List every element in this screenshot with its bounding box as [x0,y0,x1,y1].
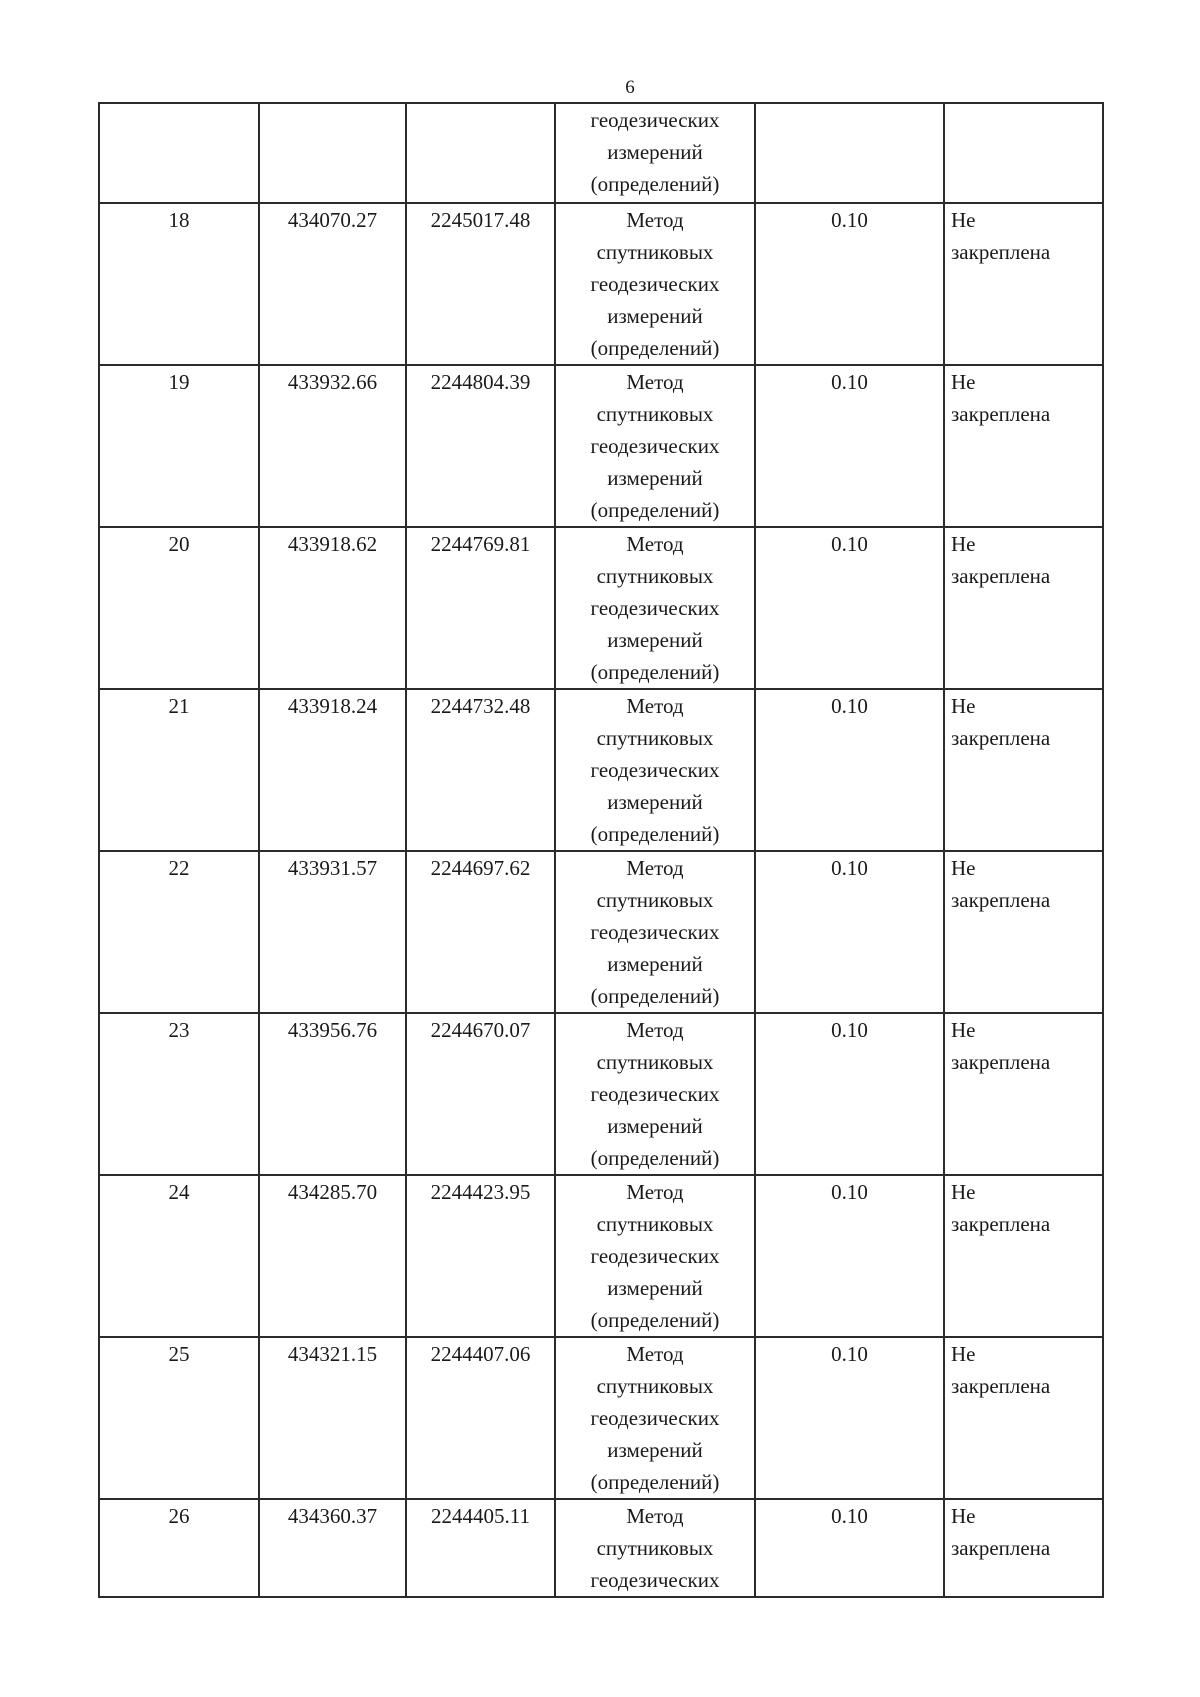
y-coordinate-cell: 2244407.06 [406,1337,555,1499]
point-number-cell: 22 [99,851,259,1013]
accuracy-cell: 0.10 [755,527,944,689]
x-coordinate-cell: 433956.76 [259,1013,406,1175]
method-line: (определений) [590,1146,720,1170]
method-line: геодезических [590,596,720,620]
method-line: Метод [626,1504,684,1528]
method-line: геодезических [590,758,720,782]
method-line: геодезических [590,108,720,132]
accuracy-cell: 0.10 [755,851,944,1013]
fixation-line: закреплена [951,1050,1051,1074]
method-line: измерений [607,1276,703,1300]
method-cell [555,689,755,851]
point-number-cell: 25 [99,1337,259,1499]
method-line: Метод [626,1018,684,1042]
method-line: спутниковых [596,1536,714,1560]
accuracy-cell: 0.10 [755,203,944,365]
method-line: геодезических [590,1244,720,1268]
x-coordinate-cell: 434070.27 [259,203,406,365]
accuracy-cell: 0.10 [755,689,944,851]
fixation-line: закреплена [951,888,1051,912]
table-row [99,1013,1103,1175]
method-line: (определений) [590,822,720,846]
table-row [99,365,1103,527]
method-line: геодезических [590,1406,720,1430]
fixation-cell [944,203,1103,365]
table-row [99,851,1103,1013]
point-number-cell: 24 [99,1175,259,1337]
fixation-cell [944,1337,1103,1499]
method-line: измерений [607,952,703,976]
method-cell [555,1499,755,1597]
y-coordinate-cell: 2244769.81 [406,527,555,689]
x-coordinate-cell: 433918.24 [259,689,406,851]
fixation-line: Не [951,208,976,232]
method-line: геодезических [590,1568,720,1592]
fixation-cell [944,1013,1103,1175]
fixation-cell [944,103,1103,203]
y-coordinate-cell: 2244732.48 [406,689,555,851]
y-coordinate-cell: 2244804.39 [406,365,555,527]
x-coordinate-cell: 434285.70 [259,1175,406,1337]
x-coordinate-cell: 433918.62 [259,527,406,689]
fixation-line: закреплена [951,564,1051,588]
method-line: Метод [626,532,684,556]
fixation-cell [944,365,1103,527]
fixation-line: закреплена [951,1374,1051,1398]
method-line: измерений [607,466,703,490]
method-cell [555,365,755,527]
method-line: (определений) [590,498,720,522]
method-cell [555,851,755,1013]
method-line: измерений [607,1438,703,1462]
table-body [99,103,1103,1597]
y-coordinate-cell [406,103,555,203]
x-coordinate-cell: 433932.66 [259,365,406,527]
fixation-line: Не [951,856,976,880]
table-row [99,527,1103,689]
fixation-line: Не [951,1342,976,1366]
accuracy-cell: 0.10 [755,1013,944,1175]
accuracy-cell [755,103,944,203]
x-coordinate-cell: 434360.37 [259,1499,406,1597]
fixation-line: закреплена [951,1212,1051,1236]
fixation-line: Не [951,1504,976,1528]
method-line: Метод [626,856,684,880]
table-row [99,1499,1103,1597]
method-line: спутниковых [596,888,714,912]
table-row [99,689,1103,851]
method-line: измерений [607,790,703,814]
y-coordinate-cell: 2245017.48 [406,203,555,365]
x-coordinate-cell: 433931.57 [259,851,406,1013]
method-line: измерений [607,1114,703,1138]
method-cell [555,103,755,203]
method-line: (определений) [590,984,720,1008]
method-line: измерений [607,628,703,652]
fixation-cell [944,689,1103,851]
accuracy-cell: 0.10 [755,365,944,527]
point-number-cell: 21 [99,689,259,851]
point-number-cell: 20 [99,527,259,689]
method-line: геодезических [590,920,720,944]
method-line: спутниковых [596,240,714,264]
coordinates-table [98,102,1104,1598]
point-number-cell [99,103,259,203]
fixation-line: Не [951,370,976,394]
fixation-line: закреплена [951,240,1051,264]
method-line: геодезических [590,1082,720,1106]
y-coordinate-cell: 2244697.62 [406,851,555,1013]
y-coordinate-cell: 2244423.95 [406,1175,555,1337]
table-row [99,1175,1103,1337]
method-line: Метод [626,370,684,394]
fixation-cell [944,851,1103,1013]
method-line: (определений) [590,660,720,684]
method-line: спутниковых [596,726,714,750]
fixation-line: закреплена [951,402,1051,426]
fixation-line: закреплена [951,726,1051,750]
method-cell [555,203,755,365]
method-line: измерений [607,140,703,164]
y-coordinate-cell: 2244405.11 [406,1499,555,1597]
method-line: измерений [607,304,703,328]
method-line: Метод [626,1342,684,1366]
table-row [99,203,1103,365]
method-line: спутниковых [596,402,714,426]
accuracy-cell: 0.10 [755,1337,944,1499]
fixation-cell [944,527,1103,689]
method-line: Метод [626,208,684,232]
fixation-line: Не [951,1018,976,1042]
fixation-line: закреплена [951,1536,1051,1560]
point-number-cell: 18 [99,203,259,365]
method-line: (определений) [590,1308,720,1332]
method-cell [555,527,755,689]
fixation-cell [944,1175,1103,1337]
method-line: спутниковых [596,1050,714,1074]
method-line: (определений) [590,336,720,360]
point-number-cell: 23 [99,1013,259,1175]
method-line: геодезических [590,272,720,296]
point-number-cell: 19 [99,365,259,527]
method-line: спутниковых [596,564,714,588]
method-line: Метод [626,694,684,718]
accuracy-cell: 0.10 [755,1175,944,1337]
x-coordinate-cell [259,103,406,203]
table-row [99,1337,1103,1499]
fixation-line: Не [951,1180,976,1204]
table-row-continued [99,103,1103,203]
method-line: спутниковых [596,1374,714,1398]
point-number-cell: 26 [99,1499,259,1597]
accuracy-cell: 0.10 [755,1499,944,1597]
fixation-line: Не [951,532,976,556]
y-coordinate-cell: 2244670.07 [406,1013,555,1175]
method-cell [555,1175,755,1337]
page-number: 6 [625,77,635,98]
method-line: (определений) [590,172,720,196]
x-coordinate-cell: 434321.15 [259,1337,406,1499]
method-line: Метод [626,1180,684,1204]
method-line: (определений) [590,1470,720,1494]
method-line: геодезических [590,434,720,458]
fixation-line: Не [951,694,976,718]
fixation-cell [944,1499,1103,1597]
method-cell [555,1337,755,1499]
method-cell [555,1013,755,1175]
method-line: спутниковых [596,1212,714,1236]
